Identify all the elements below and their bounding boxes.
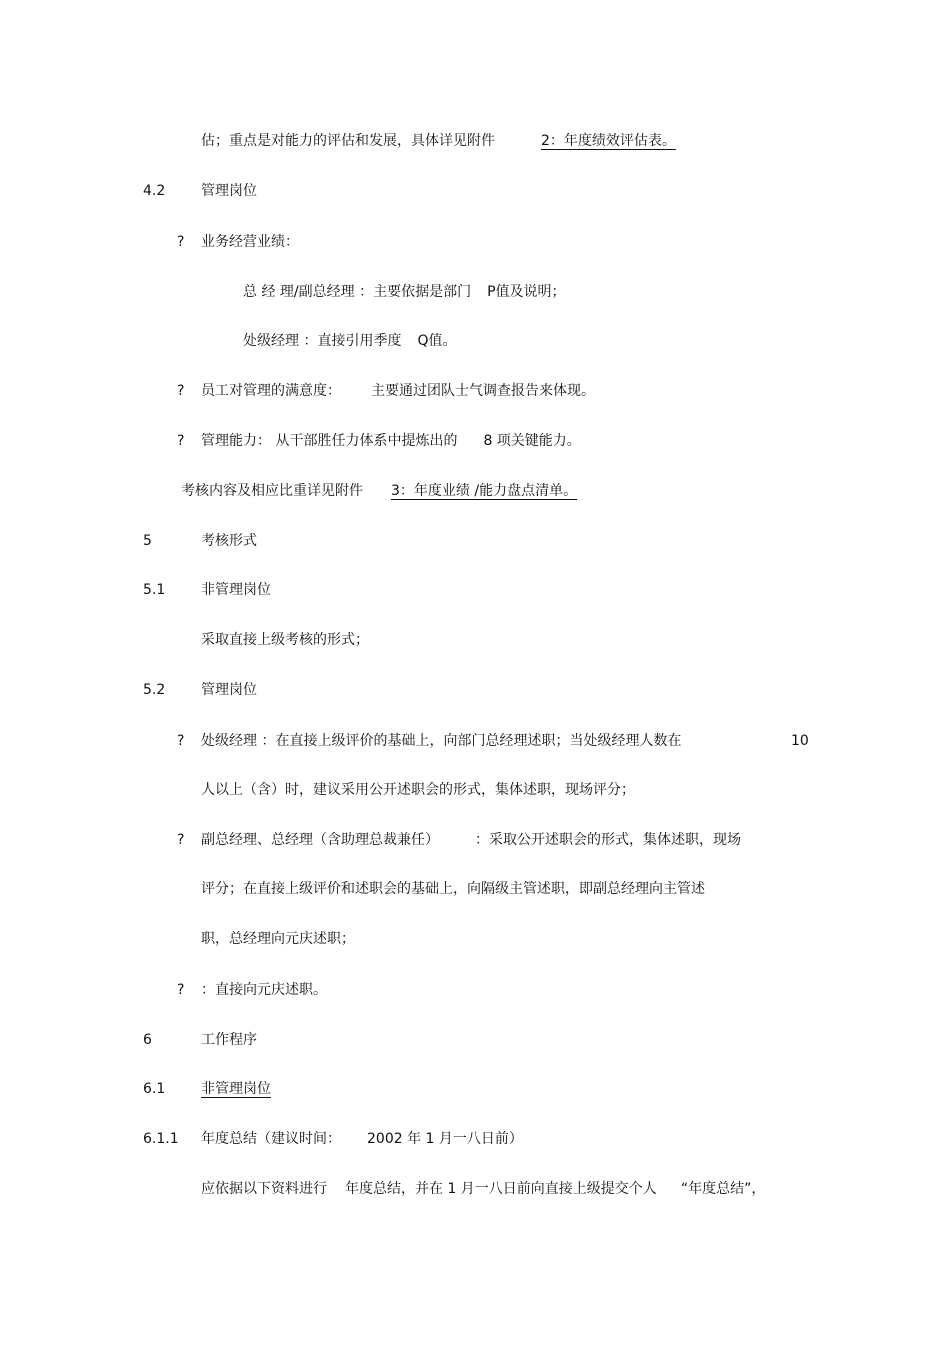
line-text: 管理能力： 从干部胜任力体系中提炼出的: [201, 433, 458, 449]
line-text: 主要通过团队士气调查报告来体现。: [371, 383, 595, 399]
line-text: 总 经 理/副总经理 ：主要依据是部门: [243, 284, 472, 300]
section-number: 6: [143, 1032, 152, 1048]
section-number: 4.2: [143, 183, 166, 199]
section-heading: [201, 1129, 523, 1149]
bullet-marker: ?: [177, 733, 185, 749]
section-heading: 管理岗位: [201, 183, 257, 199]
paragraph-line: 评分；在直接上级评价和述职会的基础上，向隔级主管述职，即副总经理向主管述: [201, 881, 705, 897]
paragraph-line: [243, 282, 566, 302]
bullet-marker: ?: [177, 433, 185, 449]
attachment-2-link[interactable]: 2：年度绩效评估表。: [541, 133, 676, 149]
paragraph-line: [201, 1179, 765, 1199]
paragraph-line: 人以上（含）时，建议采用公开述职会的形式，集体述职，现场评分；: [201, 782, 635, 798]
line-text: 2002 年 1 月一八日前）: [367, 1131, 523, 1147]
line-text: 处级经理 ：直接引用季度: [243, 333, 402, 349]
paragraph-line: 采取直接上级考核的形式；: [201, 632, 369, 648]
line-text: ：采取公开述职会的形式，集体述职，现场: [475, 832, 741, 848]
attachment-3-link[interactable]: 3：年度业绩 /能力盘点清单。: [391, 483, 578, 499]
line-text: 副总经理、总经理（含助理总裁兼任）: [201, 832, 439, 848]
bullet-text-end: 10: [791, 733, 809, 749]
section-number: 5: [143, 533, 152, 549]
section-number: 5.1: [143, 582, 166, 598]
section-number: 6.1: [143, 1081, 166, 1097]
paragraph-line: [181, 481, 577, 501]
section-heading: 工作程序: [201, 1032, 257, 1048]
bullet-text: [201, 830, 741, 850]
line-text: 考核内容及相应比重详见附件: [181, 483, 363, 499]
bullet-text: [201, 431, 581, 451]
paragraph-line: 职，总经理向元庆述职；: [201, 931, 355, 947]
line-text: 员工对管理的满意度：: [201, 383, 341, 399]
bullet-text: [201, 381, 595, 401]
bullet-marker: ?: [177, 234, 185, 250]
paragraph-line: [201, 131, 676, 151]
section-heading: 非管理岗位: [201, 582, 271, 598]
section-heading: 考核形式: [201, 533, 257, 549]
section-number: 5.2: [143, 682, 166, 698]
section-number: 6.1.1: [143, 1131, 179, 1147]
bullet-text: 处级经理 ：在直接上级评价的基础上，向部门总经理述职；当处级经理人数在: [201, 733, 682, 749]
line-text: 估；重点是对能力的评估和发展，具体详见附件: [201, 133, 495, 149]
section-link-text[interactable]: 非管理岗位: [201, 1081, 271, 1097]
line-text: “年度总结”，: [680, 1181, 766, 1197]
line-text: Q值。: [417, 333, 457, 349]
section-heading-link[interactable]: [201, 1079, 283, 1099]
line-text: P值及说明；: [487, 284, 566, 300]
line-text: 8 项关键能力。: [483, 433, 581, 449]
bullet-marker: ?: [177, 832, 185, 848]
bullet-text: 业务经营业绩：: [201, 234, 299, 250]
line-text: 年度总结，并在 1 月一八日前向直接上级提交个人: [345, 1181, 657, 1197]
bullet-marker: ?: [177, 383, 185, 399]
line-text: 应依据以下资料进行: [201, 1181, 327, 1197]
section-heading: 管理岗位: [201, 682, 257, 698]
bullet-text: ：直接向元庆述职。: [201, 982, 327, 998]
paragraph-line: [243, 331, 456, 351]
line-text: 年度总结（建议时间：: [201, 1131, 341, 1147]
bullet-marker: ?: [177, 982, 185, 998]
